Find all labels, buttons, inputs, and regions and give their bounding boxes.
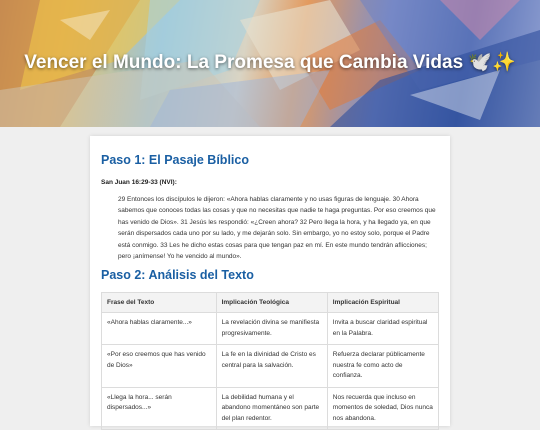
table-cell: «Por eso creemos que has venido de Dios» [102,345,217,388]
table-cell: La revelación divina se manifiesta progresivamente. [216,313,327,345]
table-cell: Refuerza declarar públicamente nuestra fe como acto de confianza. [327,345,438,388]
table-cell: Invita a buscar claridad espiritual en la Palabra. [327,313,438,345]
hero-banner [0,0,540,127]
column-header: Implicación Espiritual [327,293,438,313]
page-title: Vencer el Mundo: La Promesa que Cambia Vidas 🕊️✨ [24,52,516,73]
scripture-reference: San Juan 16:29-33 (NVI): [101,179,177,186]
table-cell: La debilidad humana y el abandono momentáneo son parte del plan redentor. [216,387,327,430]
analysis-table [101,292,439,430]
table-cell: Nos recuerda que incluso en momentos de soledad, Dios nunca nos abandona. [327,387,438,430]
step2-heading: Paso 2: Análisis del Texto [101,268,254,282]
step1-heading: Paso 1: El Pasaje Bíblico [101,153,249,167]
table-cell: «Llega la hora... serán dispersados...» [102,387,217,430]
table-header-row [102,293,439,313]
table-cell: La fe en la divinidad de Cristo es central para la salvación. [216,345,327,388]
table-cell: «Ahora hablas claramente...» [102,313,217,345]
table-row [102,387,439,430]
column-header: Frase del Texto [102,293,217,313]
scripture-text: 29 Entonces los discípulos le dijeron: «Ahora hablas claramente y no usas figuras de lenguaje. 30 Ahora sabemos que conoces todas las cosas y que no necesitas que nadie te haga preguntas. Por eso creemos que has venido de Dios». 31 Jesús les respondió: «¿Creen ahora? 32 Pero llega la hora, y ha llegado ya, en que serán dispersados cada uno por su lado, y me dejarán solo. Sin embargo, yo no estoy solo, porque el Padre está conmigo. 33 Les he dicho estas cosas para que tengan paz en mí. En este mundo tendrán aflicciones; pero ¡anímense! Yo he vencido al mundo». [118,196,436,261]
table-row [102,345,439,388]
content-card [90,136,450,426]
column-header: Implicación Teológica [216,293,327,313]
table-row [102,313,439,345]
